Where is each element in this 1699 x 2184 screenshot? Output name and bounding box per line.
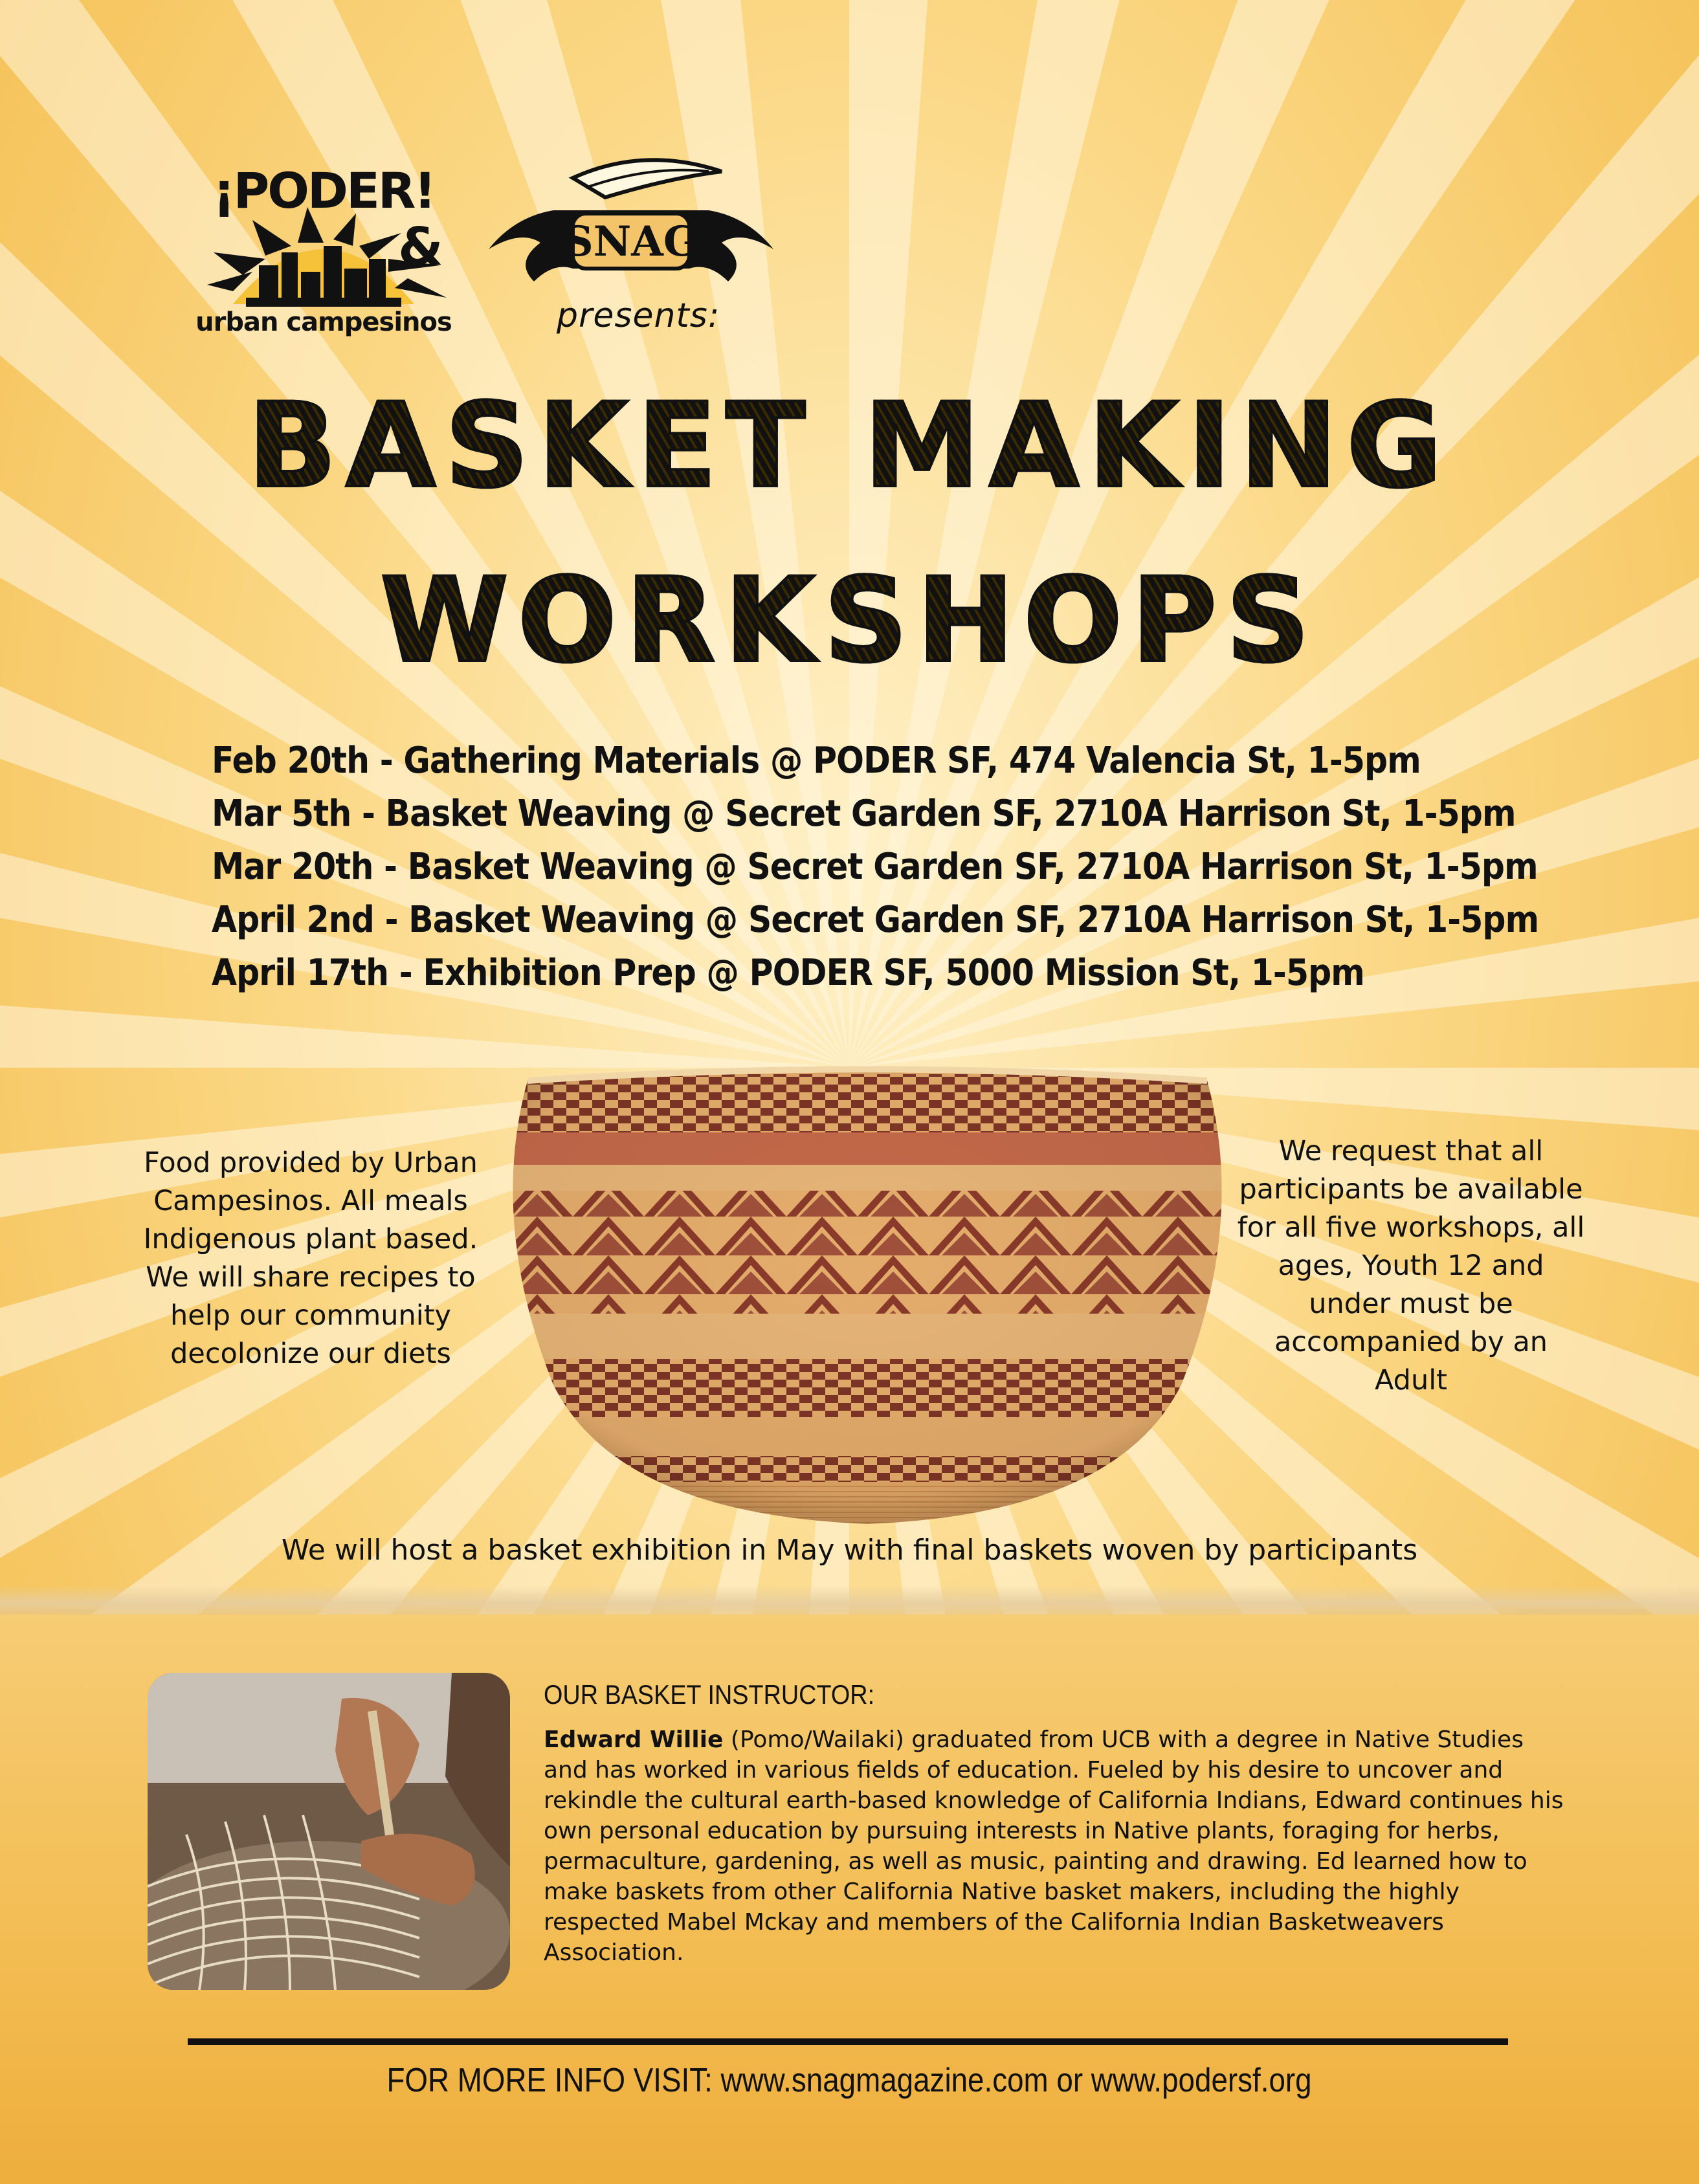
instructor-bio-text: (Pomo/Wailaki) graduated from UCB with a degree in Native Studies and has worked in various fields of education. Fueled by his desire to uncover and rekindle the cultural earth-based knowledge of California Indians, Edward continues his own personal education by pursuing interests in Native plants, foraging for herbs, permaculture, gardening, as well as music, painting and drawing. Ed learned how to make baskets from other California Native basket makers, including the highly respected Mabel Mckay and members of the California Indian Basketweavers Association. [544,1726,1564,1966]
presents-label: presents: [557,296,720,335]
footer-text: FOR MORE INFO VISIT: www.snagmagazine.com or www.podersf.org [386,2062,1313,2099]
snag-logo [476,152,786,301]
poder-logo-tagline: urban campesinos [195,307,452,337]
poder-logo-title: ¡PODER! [212,162,435,219]
headline-line-2: WORKSHOPS [0,553,1699,689]
schedule-item: Feb 20th - Gathering Materials @ PODER SF, 474 Valencia St, 1-5pm [212,740,1421,782]
instructor-name: Edward Willie [544,1726,724,1753]
footer-info [0,2061,1699,2100]
instructor-heading: OUR BASKET INSTRUCTOR: [544,1679,875,1710]
instructor-photo [148,1673,510,1990]
schedule-item: Mar 5th - Basket Weaving @ Secret Garden SF, 2710A Harrison St, 1-5pm [212,793,1516,835]
food-note: Food provided by Urban Campesinos. All meals Indigenous plant based. We will share recipes to help our community decolonize our diets [143,1147,478,1370]
hands-weaving-illustration [148,1673,510,1990]
svg-text:SNAG: SNAG [563,217,699,266]
basket-photo [502,1061,1233,1527]
schedule-item: April 17th - Exhibition Prep @ PODER SF, 5000 Mission St, 1-5pm [212,952,1364,994]
schedule-item: April 2nd - Basket Weaving @ Secret Garden SF, 2710A Harrison St, 1-5pm [212,899,1539,941]
footer-rule [188,2038,1508,2045]
snag-feather-logo-icon [476,152,786,301]
attendance-note: We request that all participants be available for all five workshops, all ages, Youth 12 and under must be accompanied by an Adult [1237,1135,1585,1396]
workshop-schedule [212,734,1636,1000]
ampersand: & [398,217,443,277]
woven-basket-illustration [502,1061,1233,1527]
schedule-item: Mar 20th - Basket Weaving @ Secret Garden SF, 2710A Harrison St, 1-5pm [212,846,1538,888]
headline-line-1: BASKET MAKING [0,379,1699,514]
instructor-bio [544,1725,1566,1968]
exhibition-note: We will host a basket exhibition in May with final baskets woven by participants [281,1534,1418,1567]
